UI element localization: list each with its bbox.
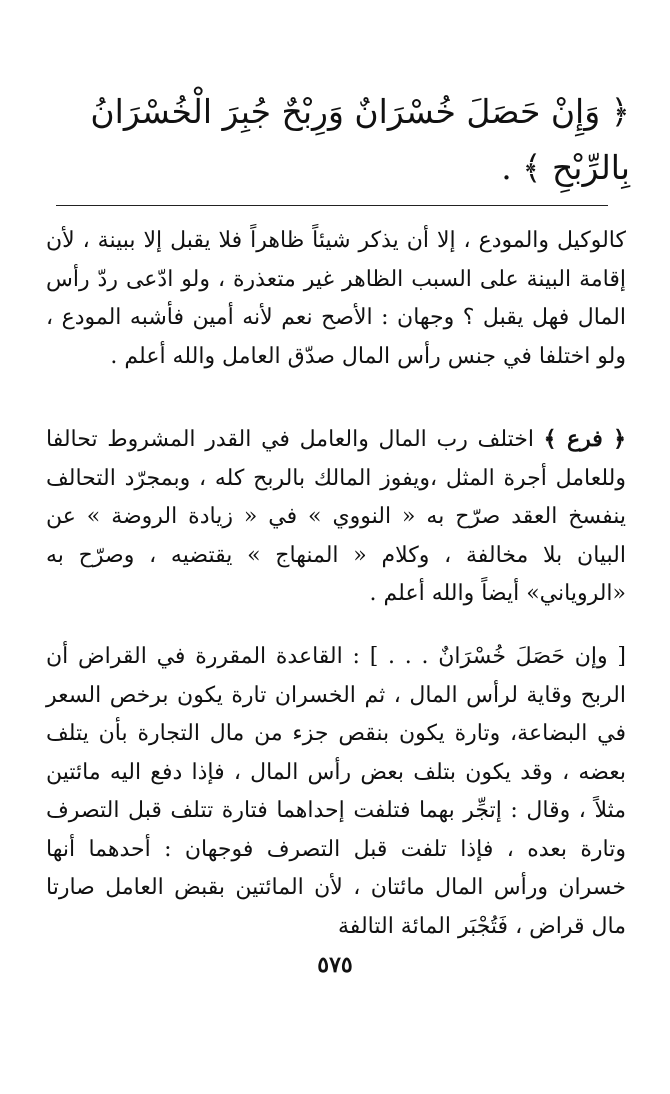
verse-line-1: ﴿ وَإِنْ حَصَلَ خُسْرَانٌ وَرِبْحٌ جُبِرَ الْخُسْرَانُ <box>90 92 630 131</box>
commentary-paragraph-3 <box>46 638 626 946</box>
paragraph-2-text: اختلف رب المال والعامل في القدر المشروط تحالفا وللعامل أجرة المثل ،ويفوز المالك بالربح كله ، وبمجرّد التحالف ينفسخ العقد صرّح به « النووي » في « زيادة الروضة » عن البيان بلا مخالفة ، وكلام « المنهاج » يقتضيه ، وصرّح به «الروياني» أيضاً والله أعلم . <box>46 427 626 606</box>
paragraph-3-text: : القاعدة المقررة في القراض أن الربح وقاية لرأس المال ، ثم الخسران تارة يكون برخص السعر في البضاعة، وتارة يكون بنقص جزء من مال التجارة بأن يتلف بعضه ، وقد يكون بتلف بعض رأس المال ، فإذا دفع اليه مائتين مثلاً ، وقال : إتجِّر بهما فتلفت إحداهما فتارة تتلف قبل التصرف وتارة بعده ، فإذا تلفت قبل التصرف فوجهان : أحدهما أنها خسران ورأس المال مائتان ، لأن المائتين بقبض العامل صارتا مال قراض ، فَتُجْبَر المائة التالفة <box>46 644 626 939</box>
quran-verse <box>40 84 630 192</box>
paragraph-1-text: كالوكيل والمودع ، إلا أن يذكر شيئاً ظاهراً فلا يقبل إلا ببينة ، لأن إقامة البينة على السبب الظاهر غير متعذرة ، ولو ادّعى ردّ رأس المال فهل يقبل ؟ وجهان : الأصح نعم لأنه أمين فأشبه المودع ، ولو اختلفا في جنس رأس المال صدّق العامل والله أعلم . <box>46 228 626 369</box>
commentary-paragraph-1 <box>46 222 626 376</box>
commentary-paragraph-2 <box>46 420 626 614</box>
quoted-text-heading: [ وإن حَصَلَ خُسْرَانٌ . . . ] <box>369 644 627 669</box>
page-number: ٥٧٥ <box>317 952 353 978</box>
verse-line-2: بِالرِّبْحِ ﴾ . <box>501 148 630 187</box>
section-heading-far: ﴿ فرع ﴾ <box>543 426 626 452</box>
separator-line <box>56 205 608 206</box>
